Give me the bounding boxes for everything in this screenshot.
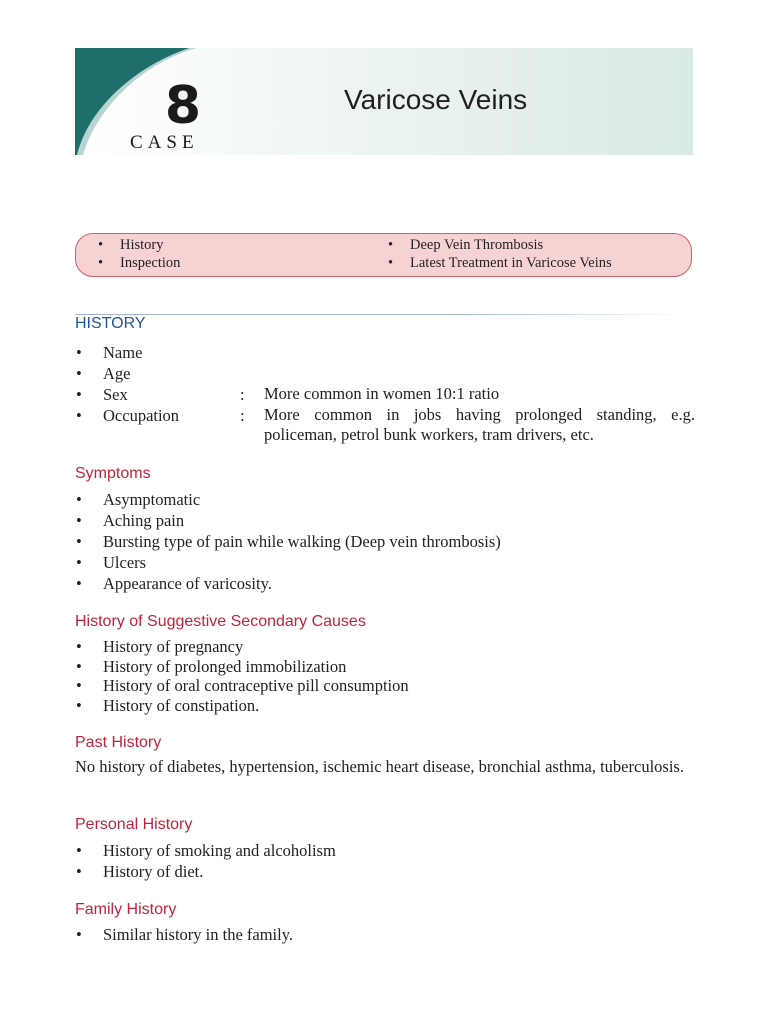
outline-item: • Deep Vein Thrombosis	[388, 236, 612, 254]
list-item: • Similar history in the family.	[75, 924, 293, 945]
list-item: • Asymptomatic	[75, 489, 501, 510]
bullet: •	[76, 343, 82, 362]
chapter-title: Varicose Veins	[344, 84, 528, 115]
case-label: CASE	[130, 132, 199, 153]
list-item: • Appearance of varicosity.	[75, 573, 501, 594]
separator: :	[240, 385, 245, 404]
history-list	[75, 342, 695, 444]
history-item-name	[75, 342, 695, 363]
history-label: Occupation	[103, 406, 180, 425]
history-item-age	[75, 363, 695, 384]
bullet: •	[76, 385, 82, 404]
history-label: Sex	[103, 385, 128, 404]
outline-right-column	[388, 236, 612, 272]
list-item: • History of pregnancy	[75, 637, 409, 657]
history-value: More common in women 10:1 ratio	[264, 384, 500, 403]
history-value: More common in jobs having prolonged standing, e.g. policeman, petrol bunk workers, tram drivers, etc.	[264, 405, 695, 444]
list-item: • Ulcers	[75, 552, 501, 573]
outline-item: • Inspection	[98, 254, 180, 272]
history-label: Age	[103, 364, 131, 383]
chapter-outline-box	[75, 233, 692, 277]
history-item-sex	[75, 384, 695, 405]
list-item: • History of diet.	[75, 861, 336, 882]
list-item: • History of prolonged immobilization	[75, 657, 409, 677]
outline-item: • History	[98, 236, 180, 254]
family-history-heading: Family History	[75, 901, 177, 918]
symptoms-list	[75, 489, 501, 594]
list-item: • Aching pain	[75, 510, 501, 531]
list-item: • History of constipation.	[75, 696, 409, 716]
history-label: Name	[103, 343, 143, 362]
symptoms-heading: Symptoms	[75, 465, 151, 482]
outline-left-column	[98, 236, 180, 272]
past-history-heading: Past History	[75, 734, 162, 751]
family-history-list	[75, 924, 293, 945]
past-history-text: No history of diabetes, hypertension, ischemic heart disease, bronchial asthma, tuberculosis.	[75, 757, 684, 776]
list-item: • History of oral contraceptive pill consumption	[75, 676, 409, 696]
bullet: •	[76, 364, 82, 383]
personal-history-heading: Personal History	[75, 816, 193, 833]
section-divider	[75, 314, 690, 315]
secondary-causes-heading: History of Suggestive Secondary Causes	[75, 613, 366, 630]
outline-item: • Latest Treatment in Varicose Veins	[388, 254, 612, 272]
bullet: •	[76, 406, 82, 425]
history-heading: HISTORY	[75, 315, 146, 332]
chapter-header	[75, 48, 693, 155]
history-item-occupation	[75, 405, 695, 444]
list-item: • Bursting type of pain while walking (Deep vein thrombosis)	[75, 531, 501, 552]
personal-history-list	[75, 840, 336, 882]
case-number: 8	[164, 76, 202, 136]
separator: :	[240, 406, 245, 425]
list-item: • History of smoking and alcoholism	[75, 840, 336, 861]
secondary-causes-list	[75, 637, 409, 715]
